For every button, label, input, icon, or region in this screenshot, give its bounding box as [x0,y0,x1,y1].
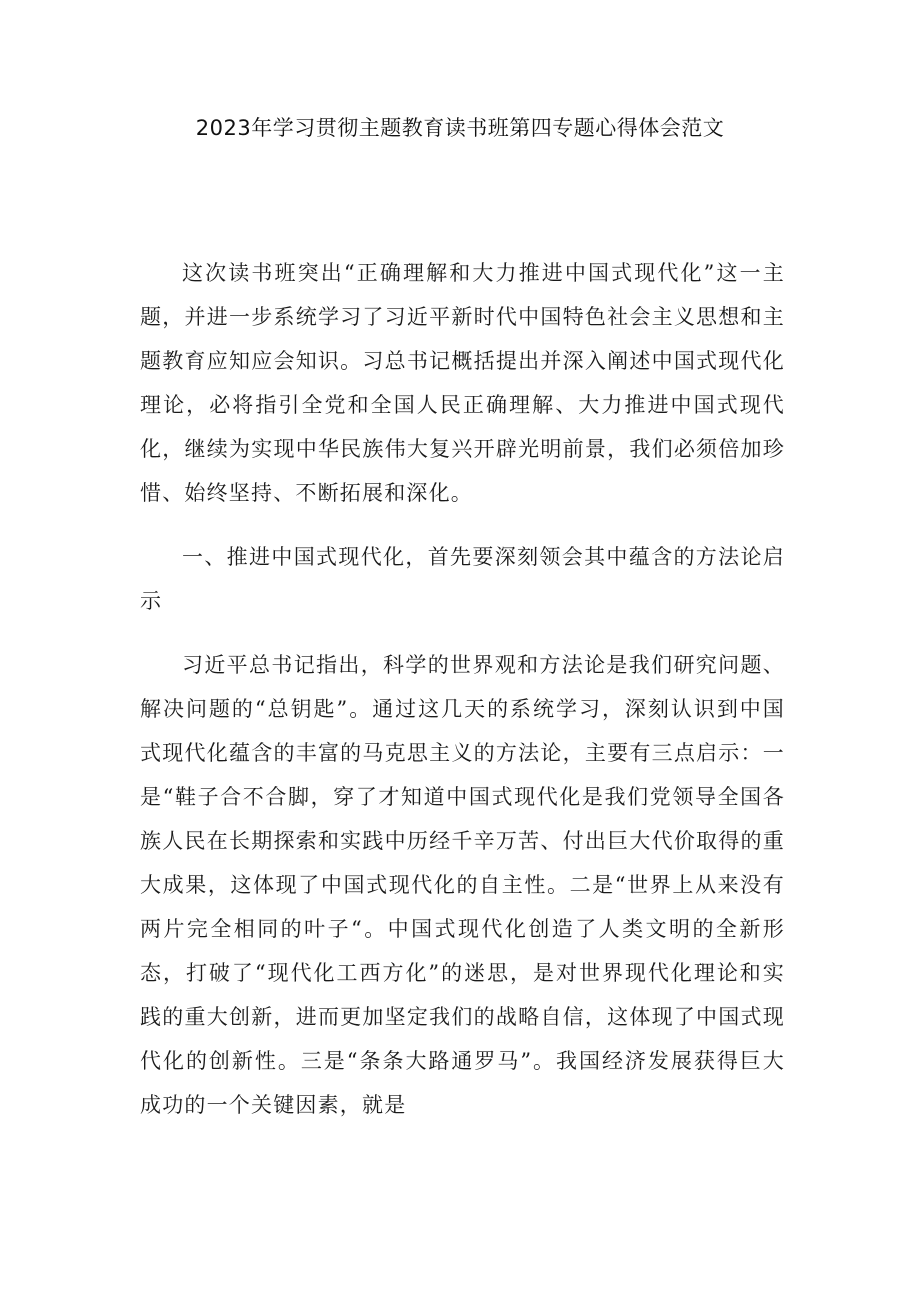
document-body [140,251,785,1127]
paragraph-methodology: 习近平总书记指出，科学的世界观和方法论是我们研究问题、解决问题的“总钥匙”。通过这几天的系统学习，深刻认识到中国式现代化蕴含的丰富的马克思主义的方法论，主要有三点启示：一是“鞋子合不合脚，穿了才知道中国式现代化是我们党领导全国各族人民在长期探索和实践中历经千辛万苦、付出巨大代价取得的重大成果，这体现了中国式现代化的自主性。二是“世界上从来没有两片完全相同的叶子“。中国式现代化创造了人类文明的全新形态，打破了“现代化工西方化”的迷思，是对世界现代化理论和实践的重大创新，进而更加坚定我们的战略自信，这体现了中国式现代化的创新性。三是“条条大路通罗马”。我国经济发展获得巨大成功的一个关键因素，就是 [140,653,785,1117]
paragraph-intro: 这次读书班突出“正确理解和大力推进中国式现代化”这一主题，并进一步系统学习了习近平新时代中国特色社会主义思想和主题教育应知应会知识。习总书记概括提出并深入阐述中国式现代化理论，必将指引全党和全国人民正确理解、大力推进中国式现代化，继续为实现中华民族伟大复兴开辟光明前景，我们必须倍加珍惜、始终坚持、不断拓展和深化。 [140,261,785,505]
section-heading-1: 一、推进中国式现代化，首先要深刻领会其中蕴含的方法论启示 [140,545,785,613]
document-title: 2023年学习贯彻主题教育读书班第四专题心得体会范文 [195,116,725,140]
